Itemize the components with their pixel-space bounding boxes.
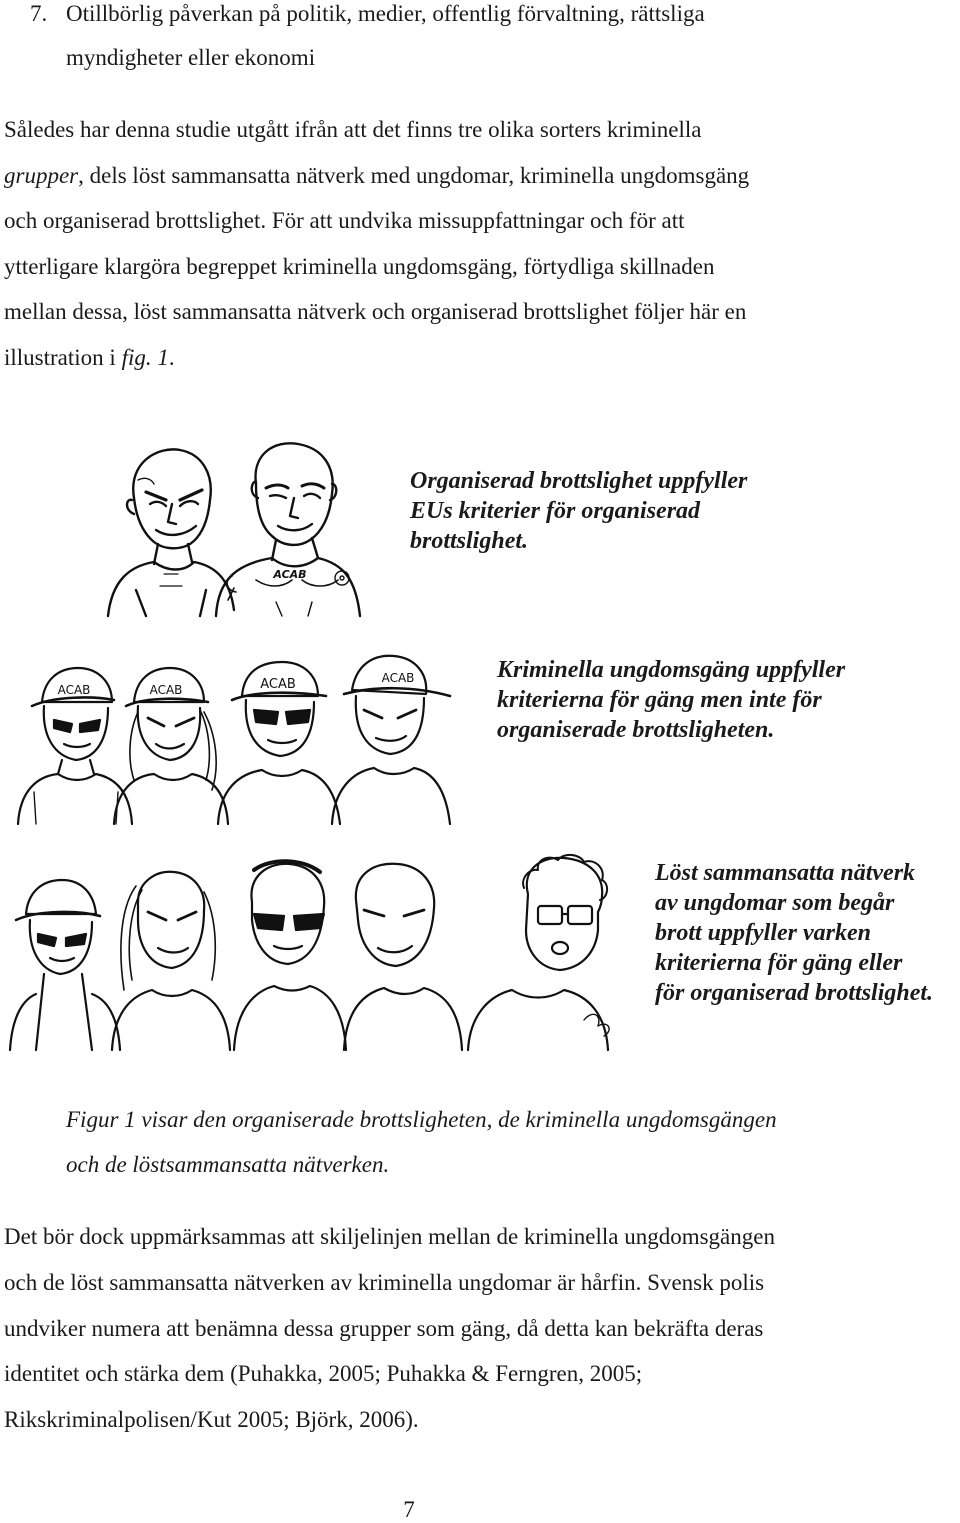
svg-text:ACAB: ACAB — [381, 671, 415, 685]
label-line: Organiserad brottslighet uppfyller — [410, 468, 748, 494]
gang-member-3 — [218, 662, 340, 824]
svg-text:ACAB: ACAB — [57, 683, 91, 697]
paragraph-line: Det bör dock uppmärksammas att skiljelinjen mellan de kriminella ungdomsgängen — [4, 1224, 775, 1249]
loose-network-drawing — [8, 850, 628, 1050]
label-line: Löst sammansatta nätverk — [655, 860, 916, 886]
label-line: kriterierna för gäng eller — [655, 950, 903, 976]
youth-gang-drawing — [14, 640, 454, 825]
paragraph-text: . — [168, 345, 175, 370]
figure-reference: fig. 1 — [121, 345, 169, 370]
paragraph-line: undviker numera att benämna dessa grupper som gäng, då detta kan bekräfta deras — [4, 1316, 764, 1341]
paragraph-line — [4, 164, 749, 188]
network-member-2 — [112, 872, 230, 1050]
svg-text:ACAB: ACAB — [273, 568, 307, 581]
paragraph-line: Således har denna studie utgått ifrån att det finns tre olika sorters kriminella — [4, 117, 702, 142]
caption-line: Figur 1 visar den organiserade brottsligheten, de kriminella ungdomsgängen — [66, 1107, 777, 1132]
list-item-line-1: Otillbörlig påverkan på politik, medier, offentlig förvaltning, rättsliga — [66, 1, 705, 26]
paragraph-text: , dels löst sammansatta nätverk med ungdomar, kriminella ungdomsgäng — [78, 163, 750, 188]
list-item-line-2: myndigheter eller ekonomi — [66, 45, 316, 70]
paragraph-text: illustration i — [4, 345, 122, 370]
label-line: Kriminella ungdomsgäng uppfyller — [497, 657, 846, 683]
page-number: 7 — [403, 1497, 415, 1522]
paragraph-line: mellan dessa, löst sammansatta nätverk och organiserad brottslighet följer här en — [4, 299, 747, 324]
emphasis-text: grupper — [4, 163, 79, 188]
label-line: av ungdomar som begår — [655, 890, 895, 916]
svg-text:ACAB: ACAB — [149, 683, 183, 697]
label-line: för organiserad brottslighet. — [655, 980, 934, 1006]
label-organised-crime — [410, 466, 747, 556]
bald-man-left-figure — [108, 449, 234, 616]
paragraph-line — [4, 346, 175, 370]
label-line: brott uppfyller varken — [655, 920, 871, 946]
network-member-3 — [234, 861, 346, 1050]
network-member-5 — [468, 855, 609, 1050]
paragraph-line: identitet och stärka dem (Puhakka, 2005; Puhakka & Ferngren, 2005; — [4, 1361, 643, 1386]
label-youth-gangs — [497, 655, 845, 745]
paragraph-line: Rikskriminalpolisen/Kut 2005; Björk, 2006). — [4, 1407, 419, 1432]
organised-crime-drawing — [106, 440, 366, 620]
caption-line: och de löstsammansatta nätverken. — [66, 1152, 390, 1177]
gang-member-2 — [114, 668, 228, 824]
label-line: organiserade brottsligheten. — [497, 717, 775, 743]
paragraph-line: ytterligare klargöra begreppet kriminella ungdomsgäng, förtydliga skillnaden — [4, 254, 715, 279]
network-member-4 — [344, 864, 462, 1050]
paragraph-line: och de löst sammansatta nätverken av kriminella ungdomar är hårfin. Svensk polis — [4, 1270, 765, 1295]
gang-member-1 — [18, 668, 132, 824]
svg-text:ACAB: ACAB — [260, 677, 296, 692]
label-line: brottslighet. — [410, 528, 529, 554]
label-line: EUs kriterier för organiserad — [410, 498, 701, 524]
label-line: kriterierna för gäng men inte för — [497, 687, 822, 713]
paragraph-line: och organiserad brottslighet. För att undvika missuppfattningar och för att — [4, 208, 685, 233]
gang-member-4 — [332, 656, 450, 824]
label-loose-networks — [655, 858, 933, 1008]
list-number: 7. — [30, 1, 48, 26]
bald-man-right-figure — [216, 443, 360, 616]
network-member-1 — [10, 880, 120, 1050]
